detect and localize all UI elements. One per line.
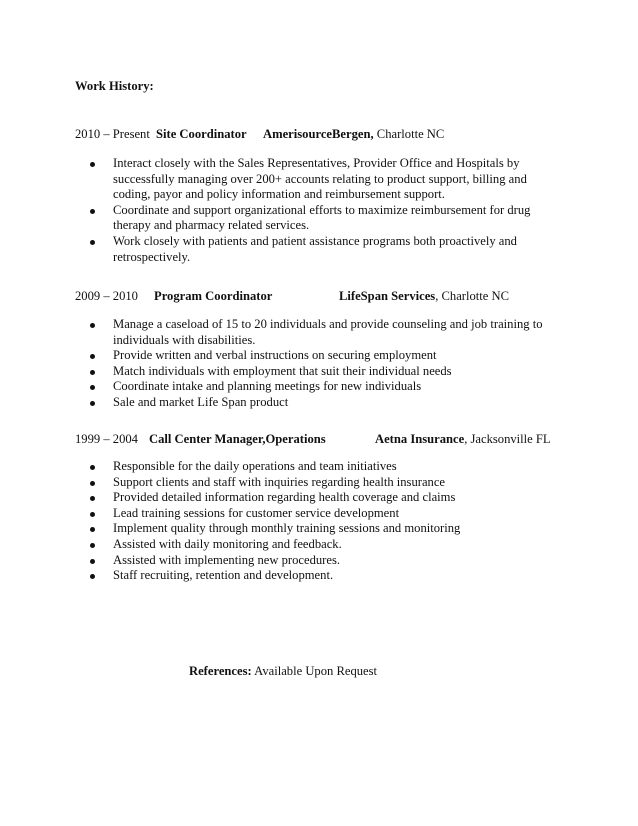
list-item: Assisted with daily monitoring and feedback. (75, 537, 555, 553)
job-header (75, 289, 555, 305)
job-title: Site Coordinator (156, 127, 247, 141)
list-item: Assisted with implementing new procedures. (75, 553, 555, 569)
job-location: Charlotte NC (373, 127, 445, 141)
job-title: Call Center Manager,Operations (149, 432, 326, 446)
bullet-icon (90, 559, 95, 564)
list-item: Implement quality through monthly training sessions and monitoring (75, 521, 555, 537)
bullet-icon (90, 385, 95, 390)
list-item: Provide written and verbal instructions on securing employment (75, 348, 555, 364)
bullet-icon (90, 465, 95, 470)
job-dates: 2009 – 2010 (75, 289, 138, 303)
references-label: References: (189, 664, 252, 678)
list-item: Match individuals with employment that suit their individual needs (75, 364, 555, 380)
bullet-icon (90, 574, 95, 579)
job-location: , Jacksonville FL (464, 432, 551, 446)
list-item: Manage a caseload of 15 to 20 individuals and provide counseling and job training to individuals with disabilities. (75, 317, 555, 348)
bullet-icon (90, 354, 95, 359)
bullet-icon (90, 543, 95, 548)
job-company-line (339, 289, 509, 304)
job-company: Aetna Insurance (375, 432, 465, 446)
list-item: Work closely with patients and patient assistance programs both proactively and retrospectively. (75, 234, 535, 265)
bullet-icon (90, 496, 95, 501)
list-item: Lead training sessions for customer service development (75, 506, 555, 522)
bullet-icon (90, 209, 95, 214)
job-location: , Charlotte NC (435, 289, 510, 303)
bullet-icon (90, 512, 95, 517)
work-history-heading: Work History: (75, 79, 154, 93)
job-company: LifeSpan Services (339, 289, 436, 303)
list-item: Interact closely with the Sales Representatives, Provider Office and Hospitals by successfully managing over 200+ accounts relating to product support, billing and coding, payor and policy information and reimbursement support. (75, 156, 535, 203)
job-bullets (75, 156, 535, 265)
list-item: Responsible for the daily operations and team initiatives (75, 459, 555, 475)
job-header (75, 432, 575, 448)
job-company-line (375, 432, 551, 447)
references-line (189, 664, 377, 679)
bullet-icon (90, 162, 95, 167)
bullet-icon (90, 370, 95, 375)
job-dates: 2010 – Present (75, 127, 150, 141)
bullet-icon (90, 240, 95, 245)
job-company-line (263, 127, 444, 142)
list-item: Support clients and staff with inquiries regarding health insurance (75, 475, 555, 491)
bullet-icon (90, 481, 95, 486)
list-item: Provided detailed information regarding health coverage and claims (75, 490, 555, 506)
bullet-icon (90, 323, 95, 328)
bullet-icon (90, 401, 95, 406)
job-dates: 1999 – 2004 (75, 432, 138, 446)
list-item: Coordinate and support organizational efforts to maximize reimbursement for drug therapy and pharmacy related services. (75, 203, 535, 234)
references-value: Available Upon Request (251, 664, 378, 678)
job-title: Program Coordinator (154, 289, 273, 303)
list-item: Sale and market Life Span product (75, 395, 555, 411)
job-header (75, 127, 555, 143)
job-bullets (75, 459, 555, 584)
bullet-icon (90, 527, 95, 532)
job-bullets (75, 317, 555, 411)
job-company: AmerisourceBergen, (263, 127, 374, 141)
list-item: Staff recruiting, retention and development. (75, 568, 555, 584)
list-item: Coordinate intake and planning meetings for new individuals (75, 379, 555, 395)
